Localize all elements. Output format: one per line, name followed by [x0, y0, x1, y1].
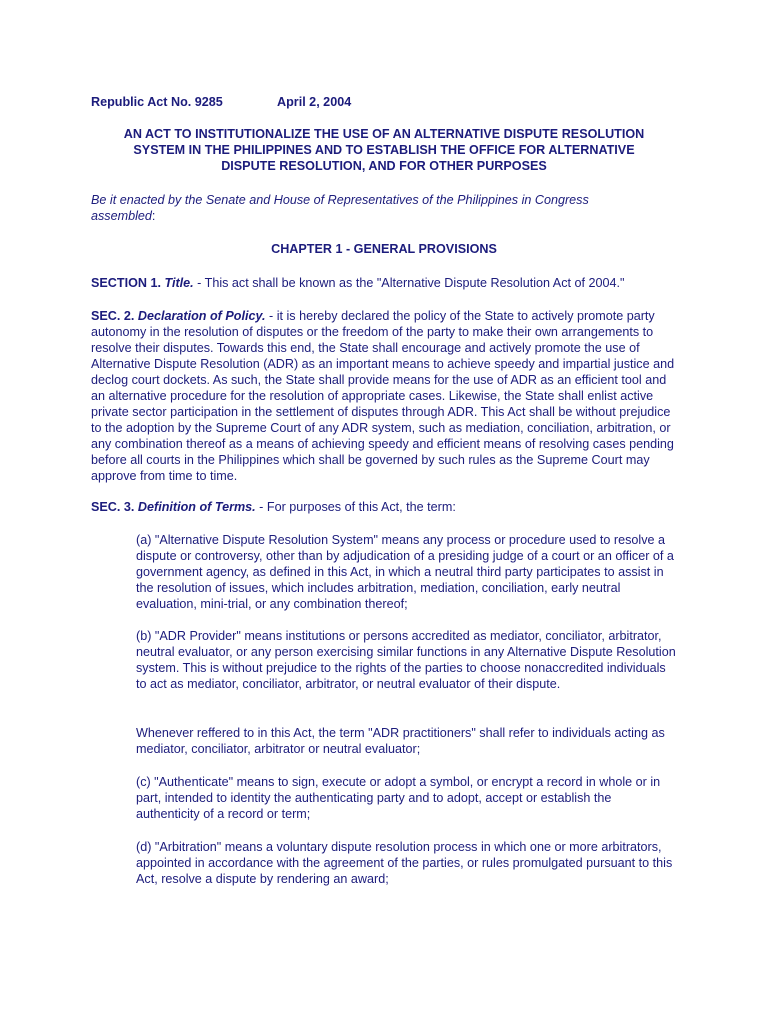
- act-title-line: SYSTEM IN THE PHILIPPINES AND TO ESTABLISH THE OFFICE FOR ALTERNATIVE: [133, 143, 635, 157]
- section-3: [91, 499, 681, 515]
- section-2-title: Declaration of Policy.: [137, 309, 266, 323]
- definition-a: (a) "Alternative Dispute Resolution System" means any process or procedure used to resolve a dispute or controversy, other than by adjudication of a presiding judge of a court or an officer of a government agency, as defined in this Act, in which a neutral third party participates to assist in the resolution of issues, which includes arbitration, mediation, conciliation, early neutral evaluation, mini-trial, or any combination thereof;: [136, 533, 674, 611]
- chapter-heading: CHAPTER 1 - GENERAL PROVISIONS: [271, 242, 497, 256]
- enacting-clause-text: Be it enacted by the Senate and House of Representatives of the Philippines in Congress assembled: [91, 193, 589, 223]
- act-title-line: DISPUTE RESOLUTION, AND FOR OTHER PURPOSES: [221, 159, 547, 173]
- section-1: [91, 275, 681, 291]
- section-3-text: - For purposes of this Act, the term:: [255, 500, 456, 514]
- act-title-line: AN ACT TO INSTITUTIONALIZE THE USE OF AN ALTERNATIVE DISPUTE RESOLUTION: [123, 127, 645, 141]
- section-2-label: SEC. 2.: [91, 309, 135, 323]
- definition-d: (d) "Arbitration" means a voluntary dispute resolution process in which one or more arbitrators, appointed in accordance with the agreement of the parties, or rules promulgated pursuant to this Act, resolve a dispute by rendering an award;: [136, 840, 673, 886]
- enacting-clause: [91, 192, 651, 224]
- act-date: April 2, 2004: [277, 95, 352, 109]
- enacting-clause-end: :: [151, 209, 156, 223]
- section-2: [91, 308, 677, 484]
- definition-b: (b) "ADR Provider" means institutions or persons accredited as mediator, conciliator, arbitrator, neutral evaluator, or any person exercising similar functions in any Alternative Dispute Resolution system. This is without prejudice to the rights of the parties to choose nonaccredited individuals to act as mediator, conciliator, arbitrator, or neutral evaluator of their dispute.: [136, 629, 676, 691]
- section-1-label: SECTION 1.: [91, 276, 161, 290]
- definition-c: (c) "Authenticate" means to sign, execute or adopt a symbol, or encrypt a record in whole or in part, intended to identity the authenticating party and to adopt, accept or establish the authenticity of a record or term;: [136, 775, 661, 821]
- section-3-title: Definition of Terms.: [137, 500, 256, 514]
- adr-practitioners-note: Whenever reffered to in this Act, the term "ADR practitioners" shall refer to individuals acting as mediator, conciliator, arbitrator or neutral evaluator;: [136, 726, 665, 756]
- section-2-text: - it is hereby declared the policy of the State to actively promote party autonomy in the resolution of disputes or the freedom of the party to make their own arrangements to resolve their disputes. Towards this end, the State shall encourage and actively promote the use of Alternative Dispute Resolution (ADR) as an important means to achieve speedy and impartial justice and declog court dockets. As such, the State shall provide means for the use of ADR as an efficient tool and an alternative procedure for the resolution of appropriate cases. Likewise, the State shall enlist active private sector participation in the settlement of disputes through ADR. This Act shall be without prejudice to the adoption by the Supreme Court of any ADR system, such as mediation, conciliation, arbitration, or any combination thereof as a means of achieving speedy and efficient means of resolving cases pending before all courts in the Philippines which shall be governed by such rules as the Supreme Court may approve from time to time.: [91, 309, 675, 483]
- section-1-text: - This act shall be known as the "Alternative Dispute Resolution Act of 2004.": [193, 276, 625, 290]
- act-title: [60, 126, 708, 174]
- section-1-title: Title.: [164, 276, 194, 290]
- section-3-label: SEC. 3.: [91, 500, 135, 514]
- act-number: Republic Act No. 9285: [91, 95, 223, 109]
